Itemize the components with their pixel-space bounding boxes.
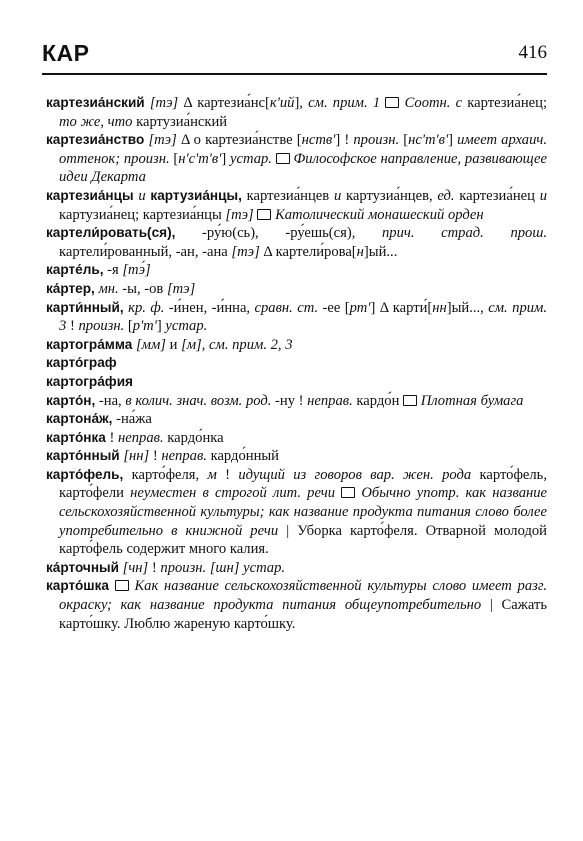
dictionary-entry <box>46 447 547 466</box>
definition-box-icon <box>257 209 271 220</box>
dictionary-entry <box>46 336 547 355</box>
definition-box-icon <box>403 395 417 406</box>
entry-text: , <box>201 336 210 353</box>
entry-text: Δ картезиа́нс[ <box>178 95 270 111</box>
italic-note: произн. <box>160 559 207 576</box>
entry-text: ] <box>448 132 458 149</box>
italic-note: [тэ́] <box>122 262 151 279</box>
headword: карто́граф <box>46 355 117 371</box>
italic-note: н <box>356 243 364 260</box>
italic-note: [шн] <box>209 559 240 576</box>
entry-text: ] ! <box>335 132 354 149</box>
italic-note: неуместен в строгой лит. речи <box>130 485 336 502</box>
entry-text: -ру́ю(сь), -ру́ешь(ся), <box>175 225 382 242</box>
headword: картезиа́нский <box>46 95 145 110</box>
italic-note: мн. <box>98 280 119 297</box>
italic-note: [тэ] <box>148 132 177 149</box>
italic-note: м <box>207 466 217 483</box>
headword: карто́нка <box>46 429 106 445</box>
entry-text: картезиа́нец <box>454 187 540 204</box>
italic-note: идущий из говоров вар. жен. рода <box>238 466 472 483</box>
italic-note: рт' <box>349 299 371 316</box>
entry-text: | Уборка карто́феля. Отварной молодой карто́фель содержит много калия. <box>59 522 547 558</box>
entry-text: [ <box>124 318 133 335</box>
italic-note: Плотная бумага <box>420 392 524 409</box>
italic-note: [тэ] <box>231 243 260 260</box>
italic-note: то же, что <box>59 113 133 130</box>
italic-note: устар. <box>243 559 286 576</box>
italic-note: см. прим. 2, 3 <box>209 336 293 353</box>
running-head-word: КАР <box>42 40 90 66</box>
italic-note: см. прим. 3 <box>59 299 547 335</box>
entry-text: ! <box>66 318 79 335</box>
italic-note: ед. <box>437 187 455 204</box>
italic-note: [чн] <box>122 559 149 576</box>
italic-note: сравн. ст. <box>254 299 319 316</box>
dictionary-entry <box>46 410 547 429</box>
definition-box-icon <box>385 97 399 108</box>
dictionary-entry <box>46 392 547 411</box>
definition-box-icon <box>276 153 290 164</box>
italic-note: и <box>539 187 547 204</box>
headword: карте́ль, <box>46 262 104 278</box>
entry-text: кардо́нный <box>206 448 279 465</box>
headword: карти́нный, <box>46 299 124 315</box>
italic-note: см. прим. 1 <box>308 95 381 111</box>
italic-note: и <box>138 187 146 204</box>
italic-note: неправ. <box>161 448 207 465</box>
header-rule <box>42 73 547 75</box>
headword: картузиа́нцы, <box>150 187 242 203</box>
italic-note: [тэ] <box>225 206 254 223</box>
entry-text: ]ый... <box>363 243 398 260</box>
italic-note: к'ий <box>269 95 295 111</box>
headword: картогра́фия <box>46 373 133 389</box>
entry-text: картузиа́нцев, <box>341 187 438 204</box>
headword: ка́ртер, <box>46 280 95 296</box>
entry-text: -и́нен, -и́нна, <box>164 299 255 316</box>
italic-note: устар. <box>230 150 272 167</box>
dictionary-entry <box>46 187 547 224</box>
dictionary-entry <box>46 373 547 392</box>
entry-text: и <box>165 336 182 353</box>
italic-note: [тэ] <box>166 280 196 297</box>
headword: карто́шка <box>46 578 109 594</box>
italic-note: Как название сельскохозяйственной культуры слово имеет разг. окраску; как название продукта питания общеупотребительно <box>59 578 547 614</box>
entry-text: -ы, -ов <box>118 280 167 297</box>
italic-note: произн. <box>78 318 125 335</box>
headword: карто́н, <box>46 392 96 408</box>
italic-note: неправ. <box>307 392 353 409</box>
entry-text: Δ картели́рова[ <box>259 243 357 260</box>
entry-text: ] Δ карти́[ <box>370 299 433 316</box>
headword: ка́рточный <box>46 559 119 575</box>
entry-text: картузиа́нский <box>132 113 228 130</box>
entry-text: -ее [ <box>318 299 350 316</box>
dictionary-entry <box>46 354 547 373</box>
italic-note: [нн] <box>123 448 150 465</box>
italic-note: н'с'т'в' <box>178 150 222 167</box>
italic-note: нс'т'в' <box>408 132 449 149</box>
entry-text: ] <box>156 318 166 335</box>
italic-note: Обычно употр. как название сельскохозяйственной культуры; как название продукта питания слово более употребительно в книжной речи <box>59 485 548 539</box>
dictionary-entry <box>46 280 547 299</box>
definition-box-icon <box>115 580 129 591</box>
entry-text: | Сажать карто́шку. Люблю жареную карто́шку. <box>59 597 547 632</box>
entry-text: картели́рованный, -ан, -ана <box>59 243 232 260</box>
entry-text: кардо́н <box>352 392 404 409</box>
italic-note: кр. ф. <box>128 299 165 316</box>
entry-text: ]ый..., <box>446 299 489 316</box>
entry-text: -на́жа <box>112 411 152 428</box>
italic-note: Католический монашеский орден <box>275 206 484 223</box>
italic-note: нн <box>432 299 447 316</box>
dictionary-entry <box>46 559 547 578</box>
italic-note: в колич. знач. возм. род. <box>125 392 272 409</box>
entry-text: ], <box>294 95 309 111</box>
dictionary-entry <box>46 299 547 336</box>
entry-text: карто́фель, карто́фели <box>59 466 547 502</box>
headword: карто́фель, <box>46 466 124 482</box>
headword: картона́ж, <box>46 411 113 427</box>
entry-text: ! <box>149 448 162 465</box>
dictionary-entry <box>46 577 547 633</box>
entry-text: картезиа́нцев <box>241 187 334 204</box>
italic-note: р'т' <box>132 318 157 335</box>
entry-text: ! <box>216 466 239 483</box>
italic-note: устар. <box>165 318 208 335</box>
headword: картели́ровать(ся), <box>46 225 176 241</box>
entry-text <box>109 578 115 594</box>
italic-note: [м] <box>181 336 202 353</box>
entry-text: кардо́нка <box>163 429 224 446</box>
headword: картезиа́нцы <box>46 187 134 203</box>
italic-note: [мм] <box>135 336 166 353</box>
dictionary-entry <box>46 131 547 187</box>
entry-text: [ <box>399 132 409 149</box>
entry-text: Δ о картезиа́нстве [ <box>176 132 302 149</box>
italic-note: Соотн. с <box>404 95 463 111</box>
dictionary-entry <box>46 261 547 280</box>
page-number: 416 <box>518 42 547 63</box>
italic-note: и <box>333 187 342 204</box>
entry-text: ] <box>221 150 231 167</box>
italic-note: Философское направление, развивающее идеи Декарта <box>59 150 547 186</box>
entry-text: ! <box>105 429 119 446</box>
entry-text: карто́феля, <box>123 466 208 483</box>
entry-text: [ <box>169 150 179 167</box>
italic-note: произн. <box>353 132 400 149</box>
entry-list <box>46 94 547 633</box>
dictionary-entry <box>46 466 547 559</box>
italic-note: неправ. <box>118 429 164 446</box>
entry-text: ! <box>148 559 161 576</box>
italic-note: имеет архаич. оттенок; произн. <box>59 132 547 167</box>
entry-text: -я <box>103 262 123 279</box>
italic-note: прич. страд. прош. <box>382 225 547 242</box>
italic-note: [тэ] <box>149 95 179 111</box>
entry-text: -на, <box>95 392 126 409</box>
headword: картогра́мма <box>46 336 133 352</box>
headword: карто́нный <box>46 448 120 464</box>
entry-text: картузиа́нец; картезиа́нцы <box>59 206 226 223</box>
dictionary-entry <box>46 94 547 131</box>
dictionary-entry <box>46 429 547 448</box>
dictionary-entry <box>46 224 547 261</box>
italic-note: нств' <box>301 132 336 149</box>
entry-text: картезиа́нец; <box>462 95 547 111</box>
definition-box-icon <box>341 487 355 498</box>
entry-text: -ну ! <box>271 392 308 409</box>
headword: картезиа́нство <box>46 132 145 148</box>
page-header <box>42 40 547 70</box>
